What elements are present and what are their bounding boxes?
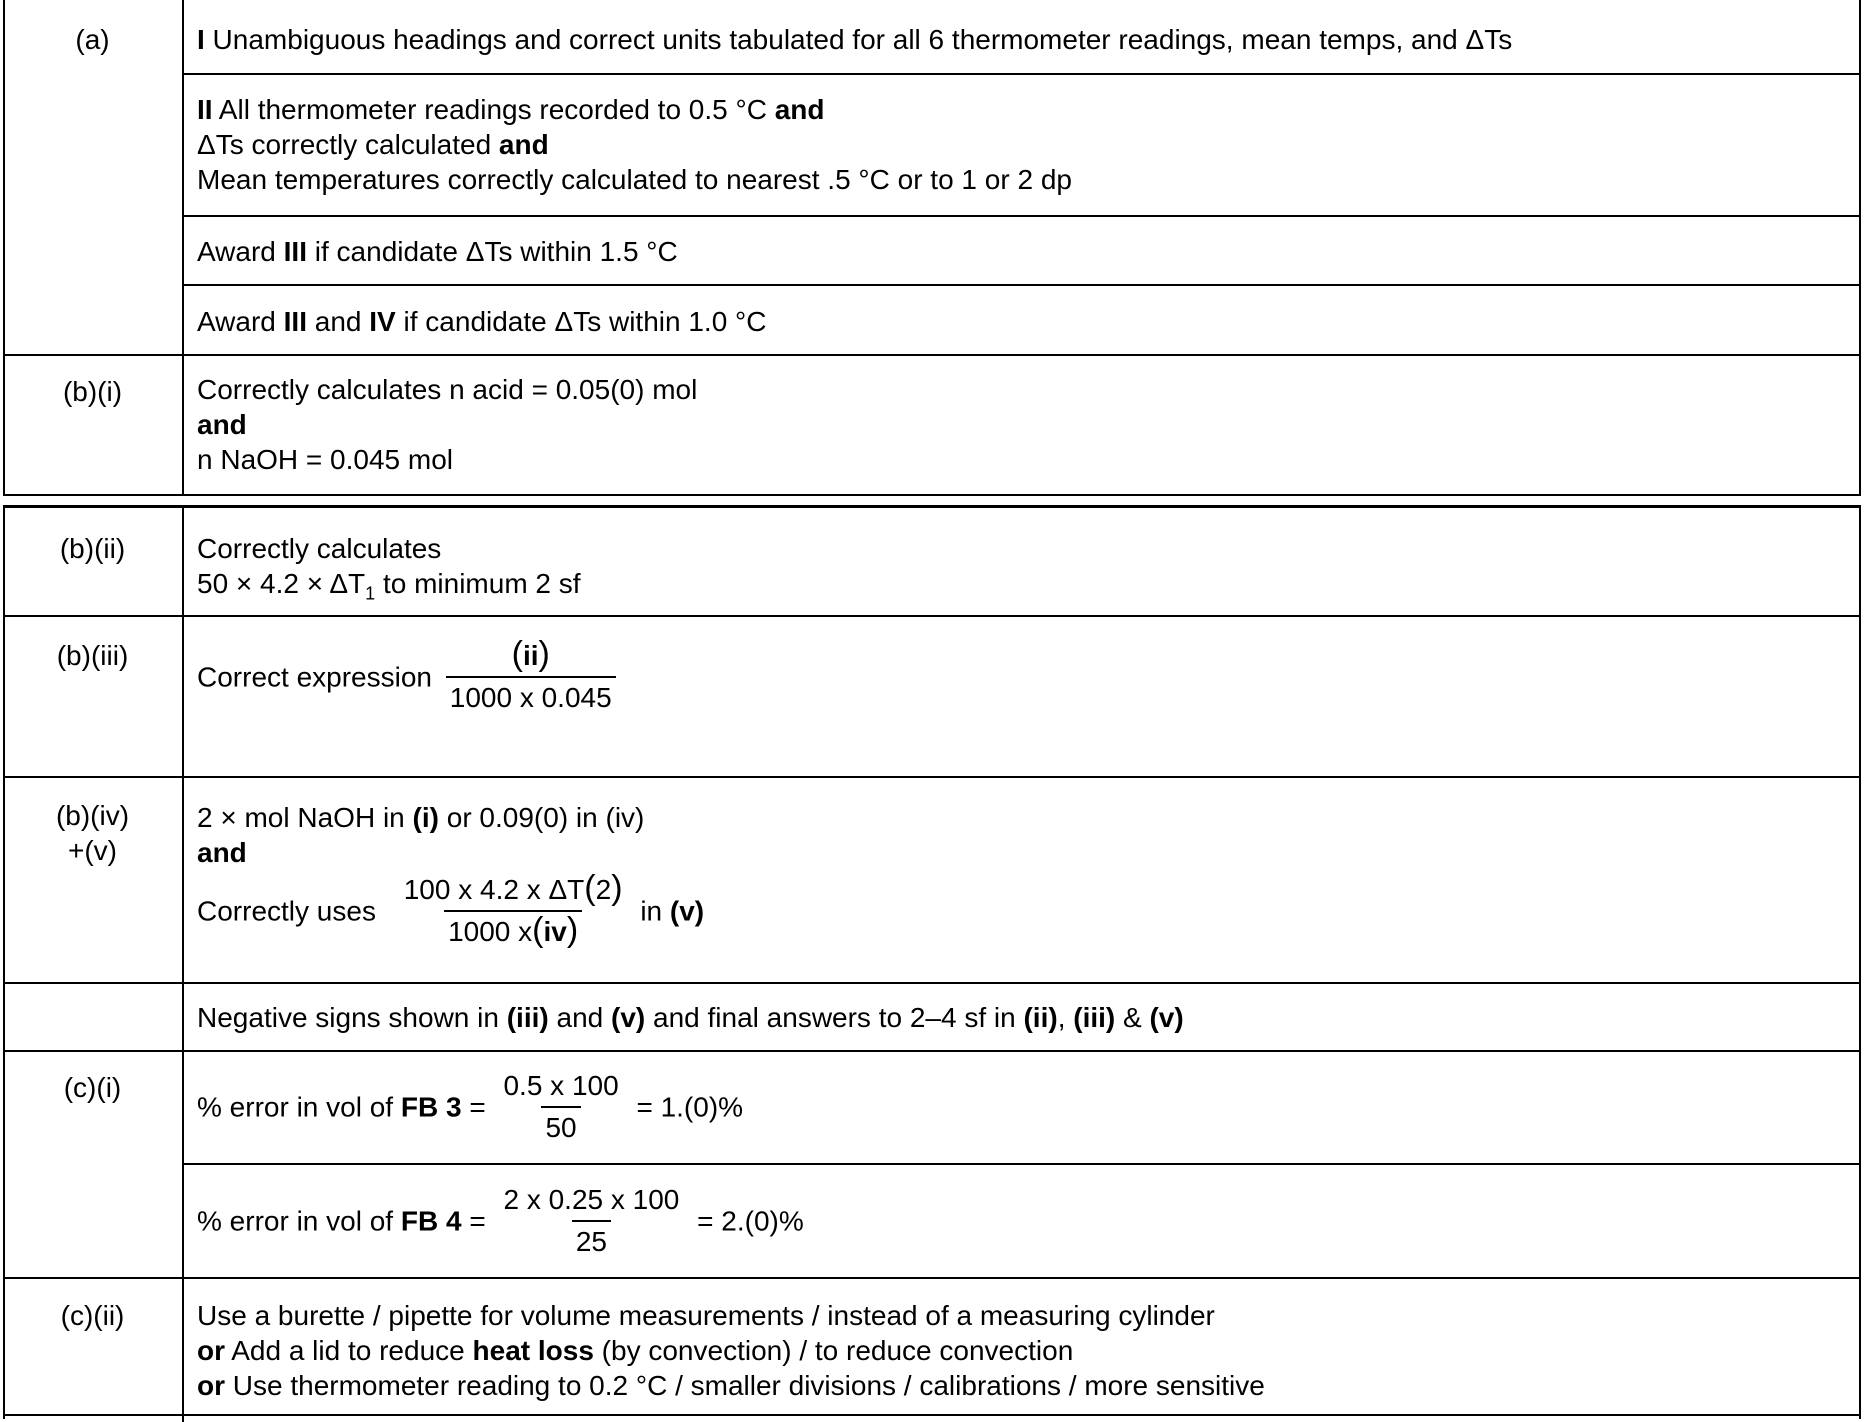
- top-tick: [182, 0, 184, 6]
- mark-point-c-i-fb3: % error in vol of FB 3 = $\frac{0.5 x 100}{50}$ = 1.(0)%: [197, 1068, 743, 1146]
- mark-point-a-ii: II All thermometer readings recorded to 0.5 °C and ΔTs correctly calculated and Mean temperatures correctly calculated to nearest .5 °C or to 1 or 2 dp: [197, 94, 1072, 195]
- mark-scheme-table-upper: [3, 0, 1861, 496]
- fraction: $\frac{0.5 x 100}{50}$: [499, 1068, 622, 1146]
- row-divider: [5, 1277, 1859, 1279]
- mark-point-a-i: I Unambiguous headings and correct units tabulated for all 6 thermometer readings, mean temps, and ΔTs: [197, 24, 1513, 55]
- question-label-c-ii: (c)(ii): [60, 1300, 125, 1331]
- row-divider: [5, 776, 1859, 778]
- row-divider: [5, 615, 1859, 617]
- mark-point-a-iii: Award III if candidate ΔTs within 1.5 °C: [197, 236, 678, 267]
- row-divider: [182, 215, 1859, 217]
- question-label-c-i: (c)(i): [63, 1072, 122, 1103]
- mark-point-a-iv: Award III and IV if candidate ΔTs within 1.0 °C: [197, 306, 767, 337]
- mark-point-b-iv-v: 2 × mol NaOH in (i) or 0.09(0) in (iv) and Correctly uses $\frac{\text{100 x 4.2 x ΔT(2)}}{1000 x(iv)}$ in (v): [197, 802, 705, 949]
- mark-point-c-ii: Use a burette / pipette for volume measurements / instead of a measuring cylinder or Add a lid to reduce heat loss (by convection) / to reduce convection or Use thermometer reading to 0.2 °C / smaller divisions / calibrations / more sensitive: [197, 1300, 1265, 1401]
- fraction: $\frac{(ii)}{1000 x 0.045}$: [446, 638, 616, 716]
- mark-point-b-ii: Correctly calculates $50 \times 4.2 \times \Delta T_1$ to minimum 2 sf: [197, 533, 581, 604]
- question-label-b-iv-v: (b)(iv) +(v): [55, 800, 130, 866]
- question-label-a: (a): [75, 24, 110, 55]
- mark-point-negative-signs: Negative signs shown in (iii) and (v) and final answers to 2–4 sf in (ii), (iii) & (v): [197, 1002, 1184, 1033]
- question-label-b-i: (b)(i): [62, 376, 123, 407]
- mark-point-b-i: Correctly calculates n acid = 0.05(0) mol and n NaOH = 0.045 mol: [197, 374, 698, 475]
- row-divider: [182, 1163, 1859, 1165]
- question-label-b-iii: (b)(iii): [56, 640, 129, 671]
- column-divider: [182, 508, 184, 1422]
- mark-point-c-i-fb4: % error in vol of FB 4 = $\frac{2 x 0.25 x 100}{25}$ = 2.(0)%: [197, 1182, 804, 1260]
- fraction: $\frac{2 x 0.25 x 100}{25}$: [499, 1182, 683, 1260]
- row-divider: [5, 1414, 1859, 1416]
- row-divider: [5, 982, 1859, 984]
- row-divider: [182, 73, 1859, 75]
- row-divider: [5, 354, 1859, 356]
- mark-point-b-iii: Correct expression $\frac{(ii)}{1000 x 0.045}$: [197, 638, 622, 716]
- row-divider: [5, 1050, 1859, 1052]
- question-label-b-ii: (b)(ii): [59, 533, 126, 564]
- fraction: $\frac{\text{100 x 4.2 x ΔT(2)}}{1000 x(iv)}$: [403, 869, 623, 949]
- row-divider: [182, 284, 1859, 286]
- mark-scheme-table-lower: [3, 505, 1861, 1419]
